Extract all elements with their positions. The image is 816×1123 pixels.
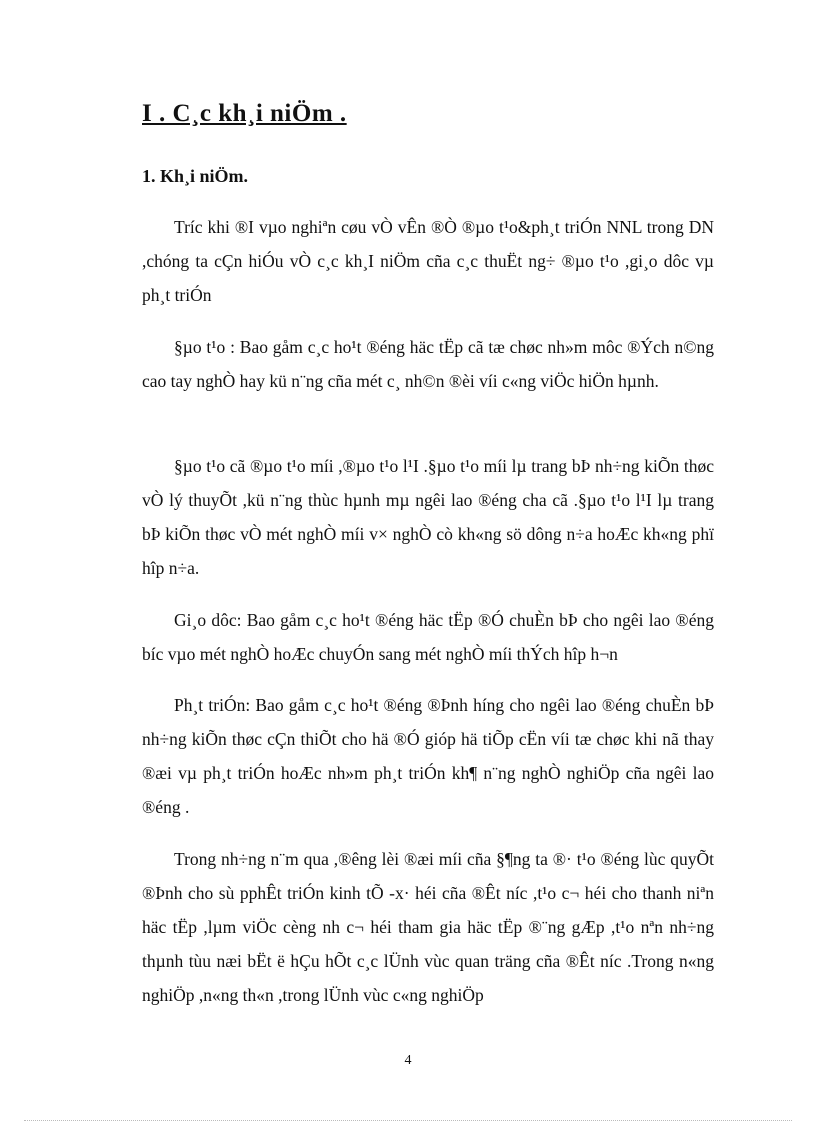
paragraph-training-types-text: §µo t¹o cã ®µo t¹o míi ,®µo t¹o l¹I .§µo t¹o míi lµ trang bÞ nh÷ng kiÕn thøc vÒ lý thuyÕt ,kü n¨ng thùc hµnh mµ ngêi lao ®éng cha cã .§µo t¹o l¹I lµ trang bÞ kiÕn thøc vÒ mét nghÒ míi v× nghÒ cò kh«ng sö dông n÷a hoÆc kh«ng phï hîp n÷a.: [142, 456, 714, 578]
paragraph-education-definition: [142, 603, 714, 671]
page-number: 4: [404, 1053, 412, 1068]
page-bottom-divider: [24, 1120, 792, 1121]
section-heading: I . C¸c kh¸i niÖm .: [142, 100, 347, 127]
paragraph-intro: [142, 210, 714, 312]
paragraph-education-definition-text: Gi¸o dôc: Bao gåm c¸c ho¹t ®éng häc tËp ®Ó chuÈn bÞ cho ngêi lao ®éng bíc vµo mét nghÒ hoÆc chuyÓn sang mét nghÒ míi thÝch hîp h¬n: [142, 610, 714, 664]
paragraph-development-definition-text: Ph¸t triÓn: Bao gåm c¸c ho¹t ®éng ®Þnh híng cho ngêi lao ®éng chuÈn bÞ nh÷ng kiÕn thøc cÇn thiÕt cho hä ®Ó gióp hä tiÕp cËn víi tæ chøc khi nã thay ®æi vµ ph¸t triÓn hoÆc nh»m ph¸t triÓn kh¶ n¨ng nghÒ nghiÖp cña ngêi lao ®éng .: [142, 695, 714, 817]
paragraph-context: [142, 842, 714, 1012]
subsection-heading: 1. Kh¸i niÖm.: [142, 166, 249, 186]
paragraph-training-types: [142, 449, 714, 585]
paragraph-intro-text: Tríc khi ®I vµo nghiªn cøu vÒ vÊn ®Ò ®µo t¹o&ph¸t triÓn NNL trong DN ,chóng ta cÇn hiÓu vÒ c¸c kh¸I niÖm cña c¸c thuËt ng÷ ®µo t¹o ,gi¸o dôc vµ ph¸t triÓn: [142, 217, 714, 305]
paragraph-training-definition-text: §µo t¹o : Bao gåm c¸c ho¹t ®éng häc tËp cã tæ chøc nh»m môc ®Ých n©ng cao tay nghÒ hay kü n¨ng cña mét c¸ nh©n ®èi víi c«ng viÖc hiÖn hµnh.: [142, 337, 714, 391]
paragraph-context-text: Trong nh÷ng n¨m qua ,®êng lèi ®æi míi cña §¶ng ta ®· t¹o ®éng lùc quyÕt ®Þnh cho sù pphÊt triÓn kinh tÕ -x· héi cña ®Êt níc ,t¹o c¬ héi cho thanh niªn häc tËp ,lµm viÖc cèng nh c¬ héi tham gia häc tËp ®¨ng gÆp ,t¹o nªn nh÷ng thµnh tùu næi bËt ë hÇu hÕt c¸c lÜnh vùc quan träng cña ®Êt níc .Trong n«ng nghiÖp ,n«ng th«n ,trong lÜnh vùc c«ng nghiÖp: [142, 849, 714, 1005]
paragraph-development-definition: [142, 688, 714, 824]
paragraph-training-definition: [142, 330, 714, 398]
